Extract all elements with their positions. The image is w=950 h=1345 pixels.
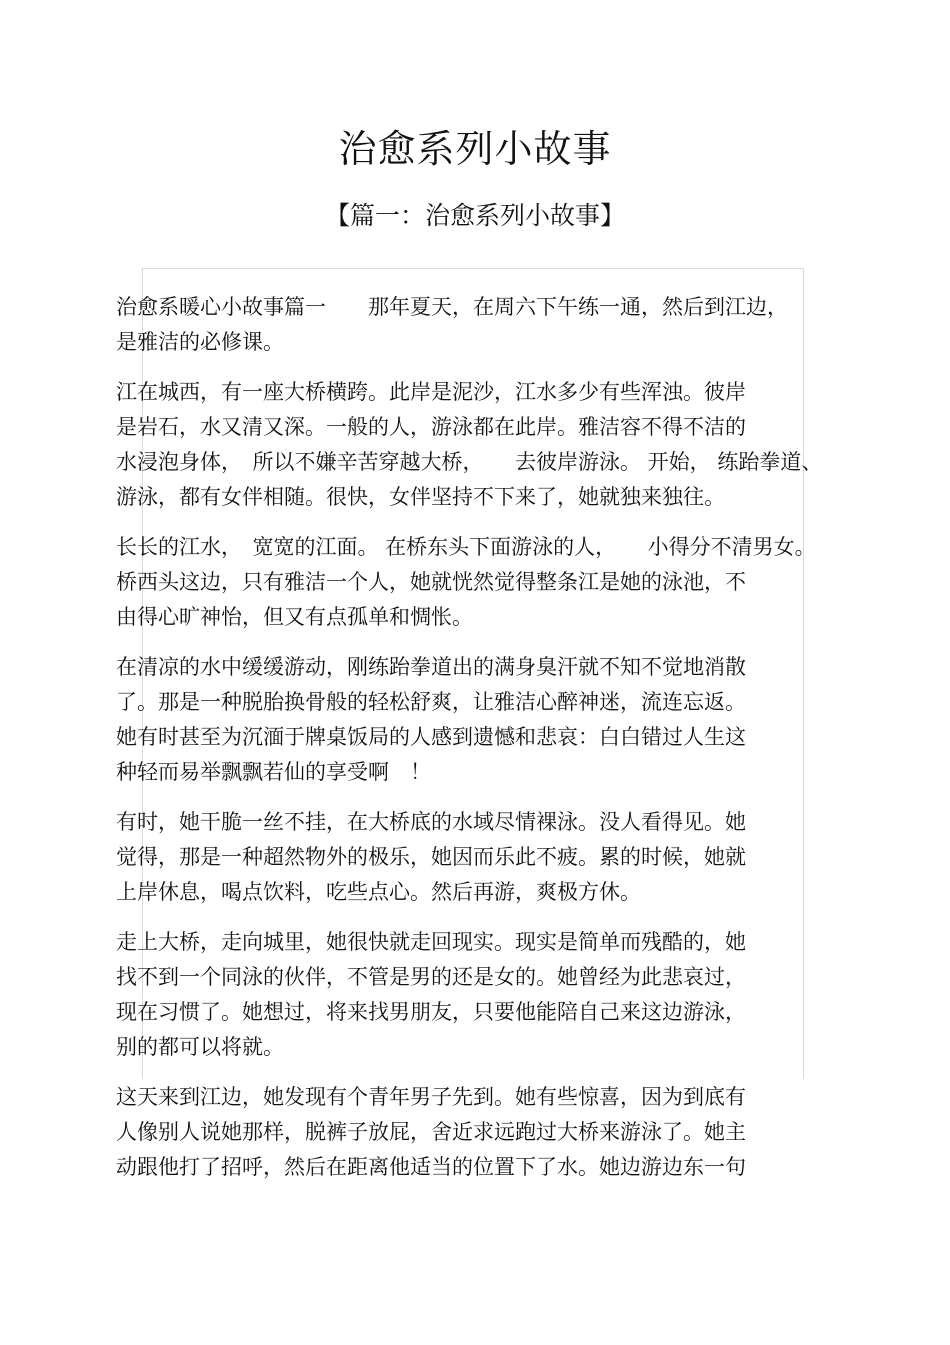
paragraph-line: 是岩石，水又清又深。一般的人，游泳都在此岸。雅洁容不得不洁的 <box>116 415 746 439</box>
paragraph-line: 水浸泡身体， 所以不嫌辛苦穿越大桥， 去彼岸游泳。 开始， 练跆拳道、 <box>116 450 823 474</box>
paragraph <box>116 290 836 360</box>
paragraph-line: 觉得，那是一种超然物外的极乐，她因而乐此不疲。累的时候，她就 <box>116 845 746 869</box>
paragraph <box>116 805 836 910</box>
document-body <box>116 290 836 1200</box>
paragraph-line: 别的都可以将就。 <box>116 1035 284 1059</box>
paragraph <box>116 1080 836 1185</box>
paragraph-line: 桥西头这边，只有雅洁一个人，她就恍然觉得整条江是她的泳池，不 <box>116 570 746 594</box>
paragraph-line: 江在城西，有一座大桥横跨。此岸是泥沙，江水多少有些浑浊。彼岸 <box>116 380 746 404</box>
paragraph <box>116 530 836 635</box>
paragraph-line: 长长的江水， 宽宽的江面。 在桥东头下面游泳的人， 小得分不清男女。 <box>116 535 816 559</box>
paragraph <box>116 375 836 515</box>
paragraph-line: 在清凉的水中缓缓游动，刚练跆拳道出的满身臭汗就不知不觉地消散 <box>116 655 746 679</box>
paragraph-line: 她有时甚至为沉湎于牌桌饭局的人感到遗憾和悲哀：白白错过人生这 <box>116 725 746 749</box>
paragraph-line: 游泳，都有女伴相随。很快，女伴坚持不下来了，她就独来独往。 <box>116 485 725 509</box>
paragraph-line: 有时，她干脆一丝不挂，在大桥底的水域尽情裸泳。没人看得见。她 <box>116 810 746 834</box>
paragraph-line: 上岸休息，喝点饮料，吃些点心。然后再游，爽极方休。 <box>116 880 641 904</box>
paragraph-line: 了。那是一种脱胎换骨般的轻松舒爽，让雅洁心醉神迷，流连忘返。 <box>116 690 746 714</box>
paragraph-line: 治愈系暖心小故事篇一 那年夏天，在周六下午练一通，然后到江边， <box>116 295 788 319</box>
paragraph-line: 现在习惯了。她想过，将来找男朋友，只要他能陪自己来这边游泳， <box>116 1000 746 1024</box>
document-subtitle: 【篇一：治愈系列小故事】 <box>324 201 625 230</box>
document-title: 治愈系列小故事 <box>338 127 612 171</box>
paragraph <box>116 650 836 790</box>
paragraph-line: 是雅洁的必修课。 <box>116 330 284 354</box>
paragraph-line: 人像别人说她那样，脱裤子放屁，舍近求远跑过大桥来游泳了。她主 <box>116 1120 746 1144</box>
paragraph-line: 这天来到江边，她发现有个青年男子先到。她有些惊喜，因为到底有 <box>116 1085 746 1109</box>
paragraph-line: 找不到一个同泳的伙伴，不管是男的还是女的。她曾经为此悲哀过， <box>116 965 746 989</box>
paragraph-line: 种轻而易举飘飘若仙的享受啊 ！ <box>116 760 431 784</box>
paragraph-line: 动跟他打了招呼，然后在距离他适当的位置下了水。她边游边东一句 <box>116 1155 746 1179</box>
paragraph-line: 走上大桥，走向城里，她很快就走回现实。现实是简单而残酷的，她 <box>116 930 746 954</box>
paragraph <box>116 925 836 1065</box>
paragraph-line: 由得心旷神怡，但又有点孤单和惆怅。 <box>116 605 473 629</box>
